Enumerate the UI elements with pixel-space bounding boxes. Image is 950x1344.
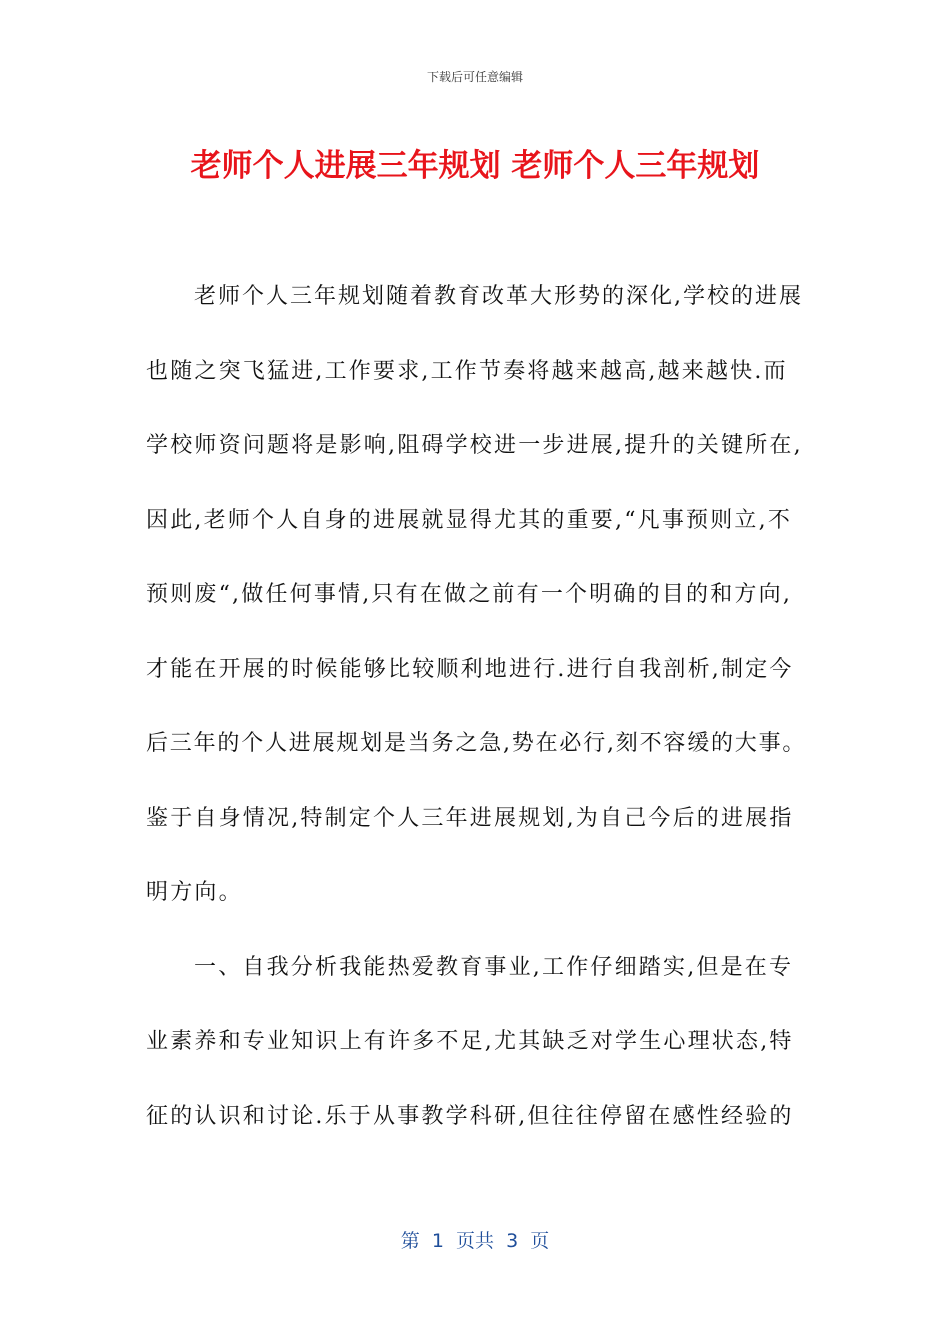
paragraph-line: 因此,老师个人自身的进展就显得尤其的重要,“凡事预则立,不	[146, 507, 793, 533]
paragraph-line: 后三年的个人进展规划是当务之急,势在必行,刻不容缓的大事。	[146, 731, 807, 756]
paragraph-line: 征的认识和讨论.乐于从事教学科研,但往往停留在感性经验的	[146, 1103, 794, 1129]
paragraph-line: 明方向。	[146, 880, 243, 905]
paragraph-line: 一、自我分析我能热爱教育事业,工作仔细踏实,但是在专	[194, 954, 794, 980]
header-note: 下载后可任意编辑	[426, 70, 523, 84]
paragraph-line: 鉴于自身情况,特制定个人三年进展规划,为自己今后的进展指	[146, 805, 794, 831]
page-number-footer: 第 1 页共 3 页	[400, 1230, 550, 1252]
paragraph-line: 老师个人三年规划随着教育改革大形势的深化,学校的进展	[194, 284, 803, 309]
paragraph-line: 才能在开展的时候能够比较顺利地进行.进行自我剖析,制定今	[146, 656, 794, 682]
paragraph-line: 预则废“,做任何事情,只有在做之前有一个明确的目的和方向,	[146, 582, 793, 607]
document-body	[146, 275, 806, 1169]
document-title: 老师个人进展三年规划 老师个人三年规划	[190, 148, 760, 184]
paragraph-line: 也随之突飞猛进,工作要求,工作节奏将越来越高,越来越快.而	[146, 358, 788, 384]
paragraph-line: 业素养和专业知识上有许多不足,尤其缺乏对学生心理状态,特	[146, 1029, 794, 1054]
paragraph-line: 学校师资问题将是影响,阻碍学校进一步进展,提升的关键所在,	[146, 433, 803, 458]
